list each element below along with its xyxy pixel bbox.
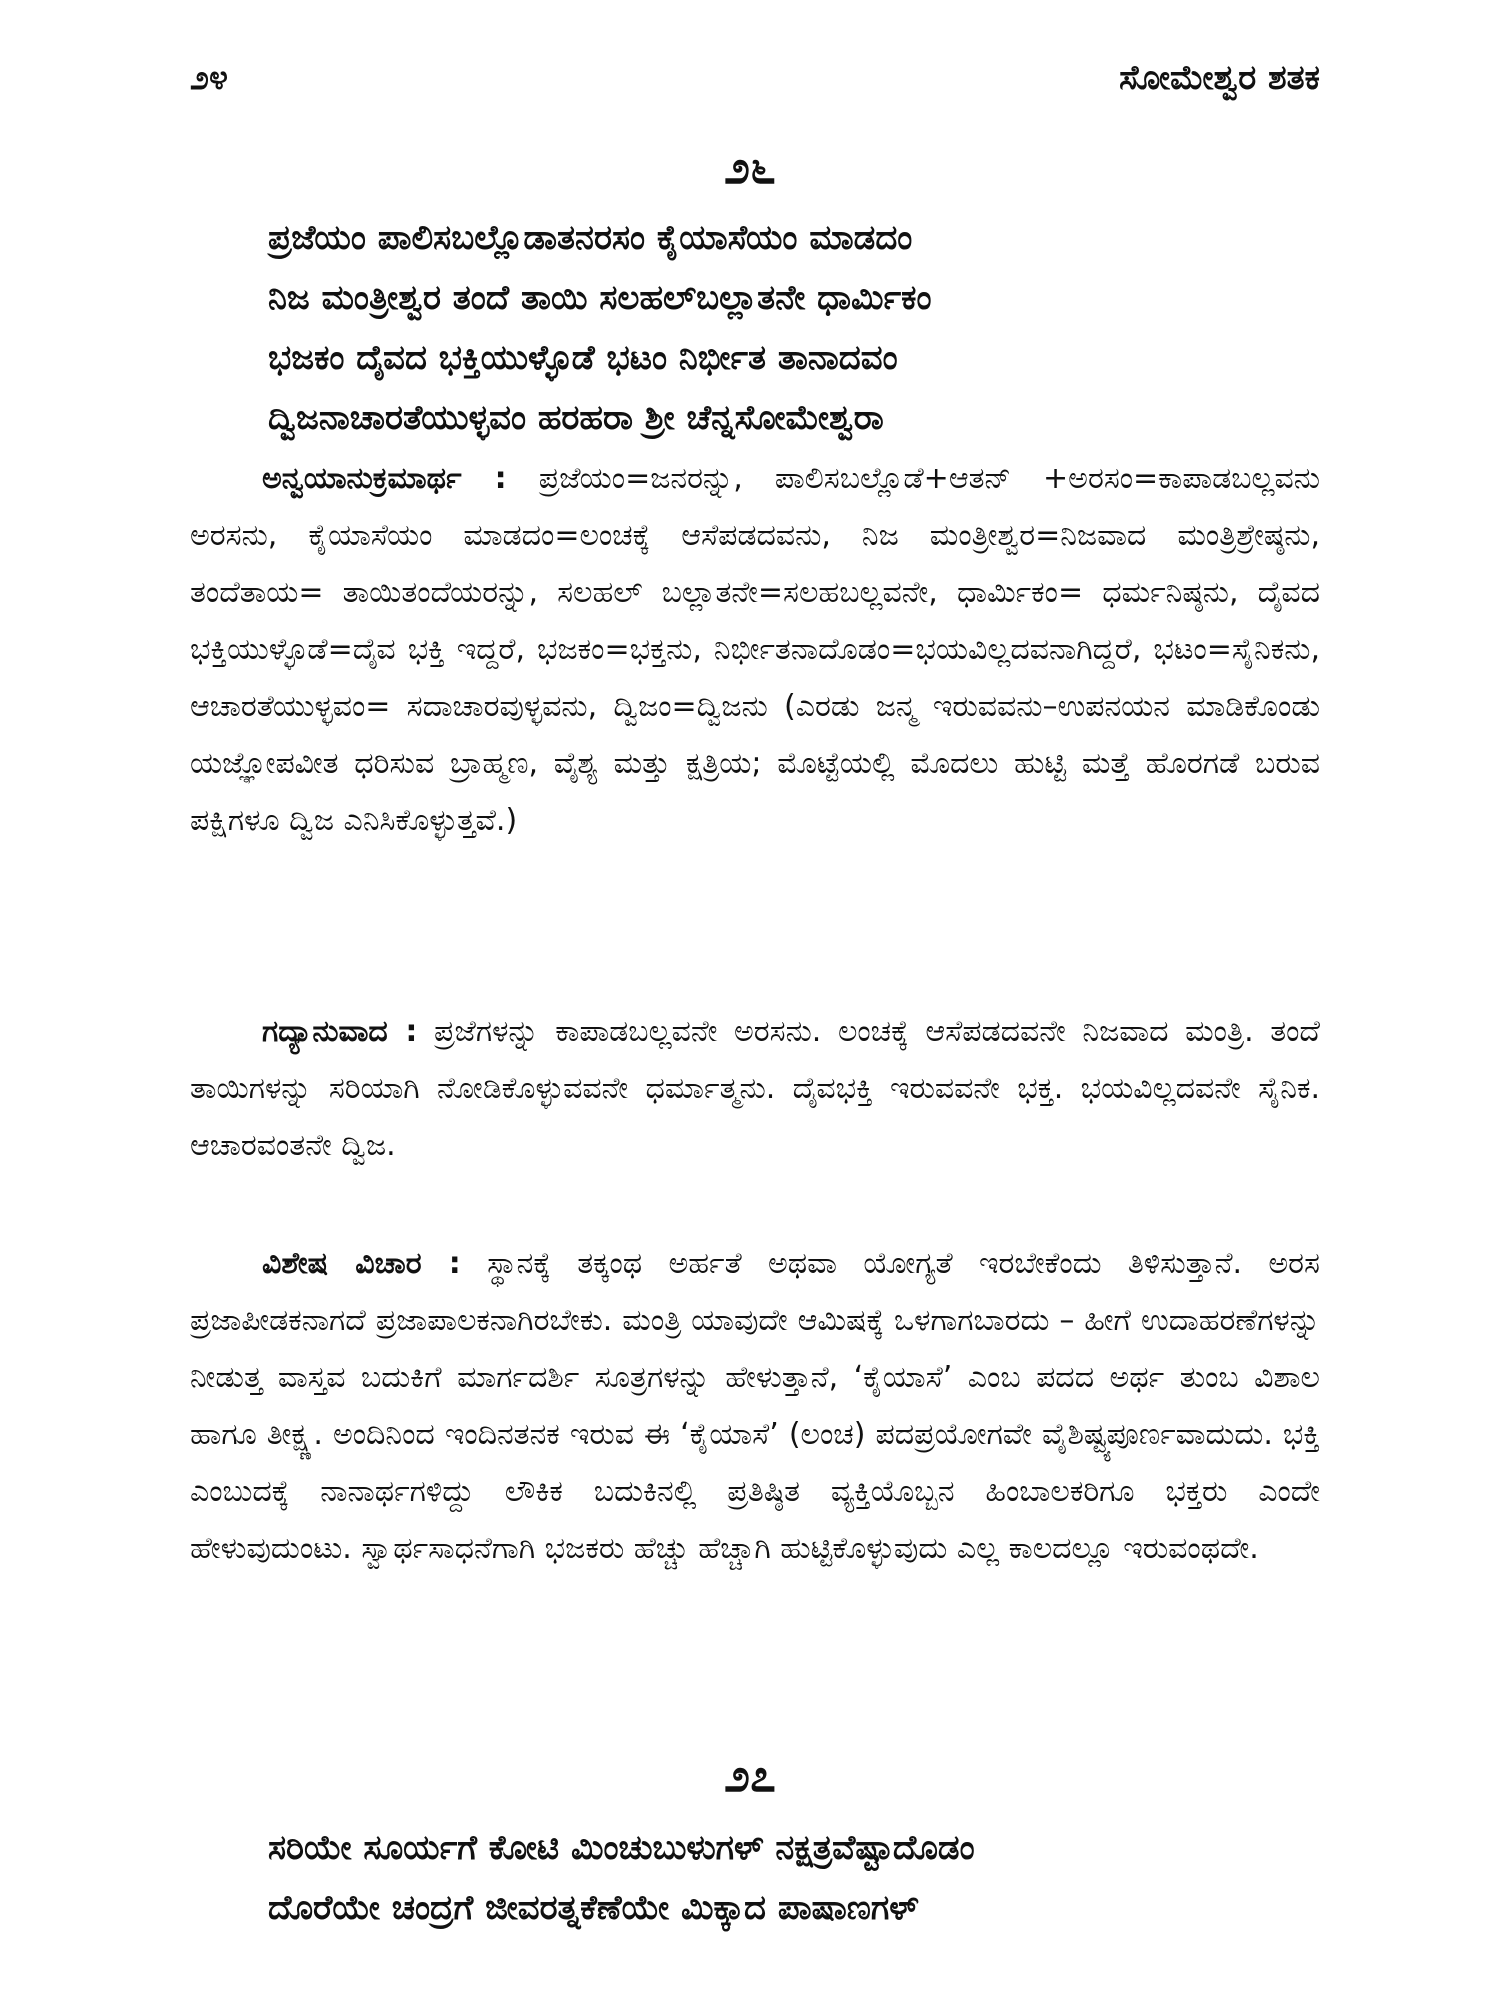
verse-number-26: ೨೬ xyxy=(724,140,776,194)
verse-line: ಭಜಕಂ ದೈವದ ಭಕ್ತಿಯುಳ್ಳೊಡೆ ಭಟಂ ನಿರ್ಭೀತ ತಾನಾದವಂ xyxy=(268,338,898,378)
verse-line: ಸರಿಯೇ ಸೂರ್ಯಗೆ ಕೋಟಿ ಮಿಂಚುಬುಳುಗಳ್ ನಕ್ಷತ್ರವೆಷ್ಟಾದೊಡಂ xyxy=(268,1828,975,1868)
vishesha-text: ಸ್ಥಾನಕ್ಕೆ ತಕ್ಕಂಥ ಅರ್ಹತೆ ಅಥವಾ ಯೋಗ್ಯತೆ ಇರಬೇಕೆಂದು ತಿಳಿಸುತ್ತಾನೆ. ಅರಸ ಪ್ರಜಾಪೀಡಕನಾಗದೆ ಪ್ರಜಾಪಾಲಕನಾಗಿರಬೇಕು. ಮಂತ್ರಿ ಯಾವುದೇ ಆಮಿಷಕ್ಕೆ ಒಳಗಾಗಬಾರದು – ಹೀಗೆ ಉದಾಹರಣೆಗಳನ್ನು ನೀಡುತ್ತ ವಾಸ್ತವ ಬದುಕಿಗೆ ಮಾರ್ಗದರ್ಶಿ ಸೂತ್ರಗಳನ್ನು ಹೇಳುತ್ತಾನೆ, ‘ಕೈಯಾಸೆ’ ಎಂಬ ಪದದ ಅರ್ಥ ತುಂಬ ವಿಶಾಲ ಹಾಗೂ ತೀಕ್ಷ್ಣ. ಅಂದಿನಿಂದ ಇಂದಿನತನಕ ಇರುವ ಈ ‘ಕೈಯಾಸೆ’ (ಲಂಚ) ಪದಪ್ರಯೋಗವೇ ವೈಶಿಷ್ಟ್ಯಪೂರ್ಣವಾದುದು. ಭಕ್ತಿ ಎಂಬುದಕ್ಕೆ ನಾನಾರ್ಥಗಳಿದ್ದು ಲೌಕಿಕ ಬದುಕಿನಲ್ಲಿ ಪ್ರತಿಷ್ಠಿತ ವ್ಯಕ್ತಿಯೊಬ್ಬನ ಹಿಂಬಾಲಕರಿಗೂ ಭಕ್ತರು ಎಂದೇ ಹೇಳುವುದುಂಟು. ಸ್ವಾರ್ಥಸಾಧನೆಗಾಗಿ ಭಜಕರು ಹೆಚ್ಚು ಹೆಚ್ಚಾಗಿ ಹುಟ್ಟಿಕೊಳ್ಳುವುದು ಎಲ್ಲ ಕಾಲದಲ್ಲೂ ಇರುವಂಥದೇ. xyxy=(190,1246,1320,1566)
verse-line: ಪ್ರಜೆಯಂ ಪಾಲಿಸಬಲ್ಲೊಡಾತನರಸಂ ಕೈಯಾಸೆಯಂ ಮಾಡದಂ xyxy=(268,218,913,258)
page-number: ೨೪ xyxy=(190,58,229,98)
verse-line: ದ್ವಿಜನಾಚಾರತೆಯುಳ್ಳವಂ ಹರಹರಾ ಶ್ರೀ ಚೆನ್ನಸೋಮೇಶ್ವರಾ xyxy=(268,398,884,438)
verse-line: ದೊರೆಯೇ ಚಂದ್ರಗೆ ಜೀವರತ್ನಕೆಣೆಯೇ ಮಿಕ್ಕಾದ ಪಾಷಾಣಗಳ್ xyxy=(268,1888,919,1928)
vishesha-label: ವಿಶೇಷ ವಿಚಾರ : xyxy=(262,1246,461,1281)
gadyanuvada-section xyxy=(190,1003,1320,1174)
anvaya-label: ಅನ್ವಯಾನುಕ್ರಮಾರ್ಥ : xyxy=(262,461,507,496)
anvaya-section xyxy=(190,450,1320,849)
gadyanuvada-label: ಗದ್ಯಾನುವಾದ : xyxy=(262,1014,418,1049)
gadyanuvada-text: ಪ್ರಜೆಗಳನ್ನು ಕಾಪಾಡಬಲ್ಲವನೇ ಅರಸನು. ಲಂಚಕ್ಕೆ ಆಸೆಪಡದವನೇ ನಿಜವಾದ ಮಂತ್ರಿ. ತಂದೆ ತಾಯಿಗಳನ್ನು ಸರಿಯಾಗಿ ನೋಡಿಕೊಳ್ಳುವವನೇ ಧರ್ಮಾತ್ಮನು. ದೈವಭಕ್ತಿ ಇರುವವನೇ ಭಕ್ತ. ಭಯವಿಲ್ಲದವನೇ ಸೈನಿಕ. ಆಚಾರವಂತನೇ ದ್ವಿಜ. xyxy=(190,1014,1320,1163)
verse-27 xyxy=(268,1818,1328,1938)
verse-26 xyxy=(268,208,1328,448)
verse-line: ನಿಜ ಮಂತ್ರೀಶ್ವರ ತಂದೆ ತಾಯಿ ಸಲಹಲ್‌ಬಲ್ಲಾತನೇ ಧಾರ್ಮಿಕಂ xyxy=(268,278,932,318)
vishesha-section xyxy=(190,1235,1320,1577)
page-header xyxy=(0,0,1500,120)
anvaya-text: ಪ್ರಜೆಯಂ=ಜನರನ್ನು, ಪಾಲಿಸಬಲ್ಲೊಡೆ+ಆತನ್ +ಅರಸಂ=ಕಾಪಾಡಬಲ್ಲವನು ಅರಸನು, ಕೈಯಾಸೆಯಂ ಮಾಡದಂ=ಲಂಚಕ್ಕೆ ಆಸೆಪಡದವನು, ನಿಜ ಮಂತ್ರೀಶ್ವರ=ನಿಜವಾದ ಮಂತ್ರಿಶ್ರೇಷ್ಠನು, ತಂದೆತಾಯ= ತಾಯಿತಂದೆಯರನ್ನು, ಸಲಹಲ್ ಬಲ್ಲಾತನೇ=ಸಲಹಬಲ್ಲವನೇ, ಧಾರ್ಮಿಕಂ= ಧರ್ಮನಿಷ್ಠನು, ದೈವದ ಭಕ್ತಿಯುಳ್ಳೊಡೆ=ದೈವ ಭಕ್ತಿ ಇದ್ದರೆ, ಭಜಕಂ=ಭಕ್ತನು, ನಿರ್ಭೀತನಾದೊಡಂ=ಭಯವಿಲ್ಲದವನಾಗಿದ್ದರೆ, ಭಟಂ=ಸೈನಿಕನು, ಆಚಾರತೆಯುಳ್ಳವಂ= ಸದಾಚಾರವುಳ್ಳವನು, ದ್ವಿಜಂ=ದ್ವಿಜನು (ಎರಡು ಜನ್ಮ ಇರುವವನು–ಉಪನಯನ ಮಾಡಿಕೊಂಡು ಯಜ್ಞೋಪವೀತ ಧರಿಸುವ ಬ್ರಾಹ್ಮಣ, ವೈಶ್ಯ ಮತ್ತು ಕ್ಷತ್ರಿಯ; ಮೊಟ್ಟೆಯಲ್ಲಿ ಮೊದಲು ಹುಟ್ಟಿ ಮತ್ತೆ ಹೊರಗಡೆ ಬರುವ ಪಕ್ಷಿಗಳೂ ದ್ವಿಜ ಎನಿಸಿಕೊಳ್ಳುತ್ತವೆ.) xyxy=(190,461,1320,838)
verse-number-27: ೨೭ xyxy=(724,1748,776,1802)
book-title: ಸೋಮೇಶ್ವರ ಶತಕ xyxy=(1119,58,1320,98)
